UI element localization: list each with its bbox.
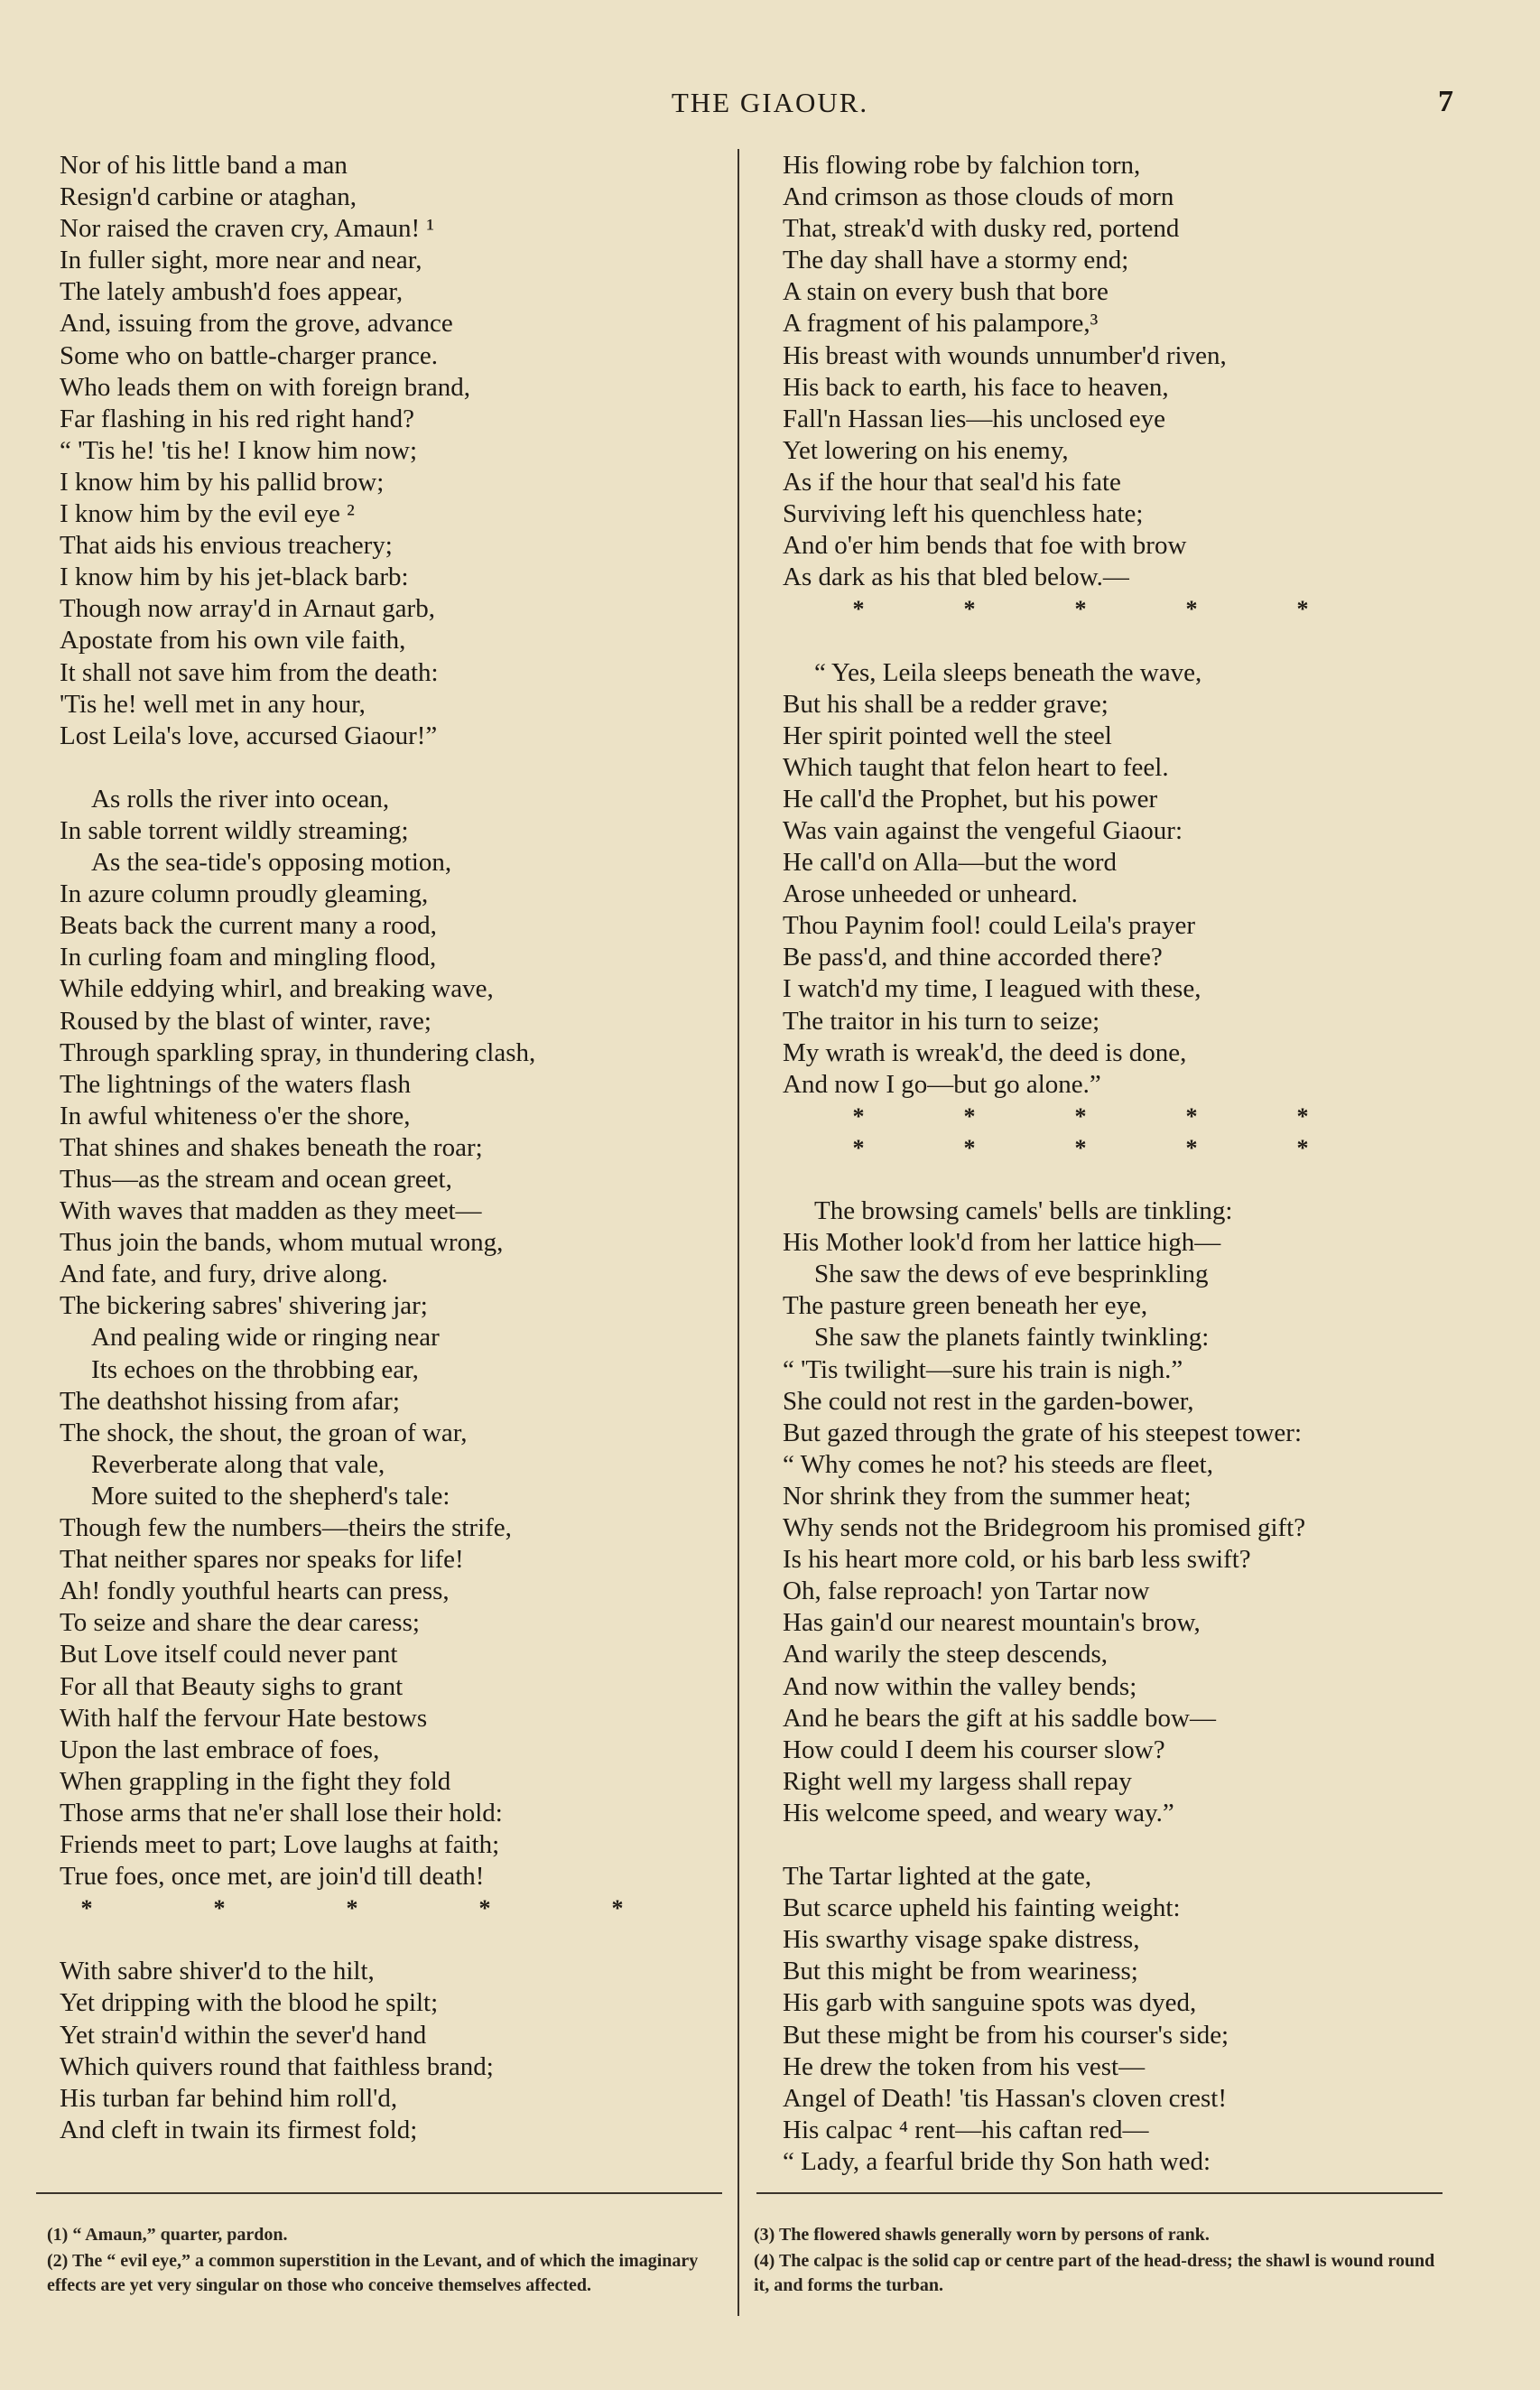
verse-line: The lightnings of the waters flash [60,1069,411,1099]
asterism-star: * [80,1895,93,1922]
verse-line: Oh, false reproach! yon Tartar now [783,1576,1150,1606]
asterism-star: * [1074,1102,1087,1130]
verse-line: Though now array'd in Arnaut garb, [60,594,435,624]
verse-line: “ Why comes he not? his steeds are fleet, [783,1449,1213,1479]
verse-line: Arose unheeded or unheard. [783,879,1078,909]
verse-line: She saw the planets faintly twinkling: [814,1323,1210,1353]
footnote-rule-left [36,2192,722,2194]
verse-line: Angel of Death! 'tis Hassan's cloven crest! [783,2083,1228,2113]
verse-line: But his shall be a redder grave; [783,689,1109,719]
verse-line: His calpac ⁴ rent—his caftan red— [783,2115,1149,2144]
footnote: (2) The “ evil eye,” a common superstition in the Levant, and of which the imaginary effects are yet very singular on those who conceive themselves affected. [47,2251,699,2295]
verse-line: Roused by the blast of winter, rave; [60,1006,431,1036]
verse-line: I know him by the evil eye ² [60,499,355,529]
asterism-star: * [1185,1134,1198,1161]
verse-line: How could I deem his courser slow? [783,1734,1165,1764]
verse-line: The deathshot hissing from afar; [60,1386,400,1416]
verse-line: His flowing robe by falchion torn, [783,151,1141,180]
asterism-star: * [1074,596,1087,623]
verse-line: But this might be from weariness; [783,1957,1138,1986]
verse-line: The traitor in his turn to seize; [783,1006,1100,1036]
verse-line: For all that Beauty sighs to grant [60,1671,404,1701]
verse-line: But these might be from his courser's side; [783,2020,1229,2050]
footnote: (3) The flowered shawls generally worn by persons of rank. [754,2225,1210,2245]
verse-line: Though few the numbers—theirs the strife, [60,1513,512,1543]
verse-line: And now I go—but go alone.” [783,1069,1101,1099]
verse-line: The Tartar lighted at the gate, [783,1862,1092,1892]
verse-line: I know him by his pallid brow; [60,467,385,497]
verse-line: Which taught that felon heart to feel. [783,752,1169,782]
verse-line: That neither spares nor speaks for life! [60,1545,464,1575]
asterism-star: * [1296,596,1309,623]
verse-line: That shines and shakes beneath the roar; [60,1132,483,1162]
verse-line: Nor shrink they from the summer heat; [783,1481,1192,1511]
verse-line: The lately ambush'd foes appear, [60,277,404,307]
verse-line: His welcome speed, and weary way.” [783,1798,1174,1827]
verse-line: It shall not save him from the death: [60,657,439,687]
verse-line: And now within the valley bends; [783,1671,1137,1701]
asterism-divider [848,1132,1313,1164]
asterism-star: * [1296,1102,1309,1130]
verse-line: She could not rest in the garden-bower, [783,1386,1194,1416]
verse-line: “ Lady, a fearful bride thy Son hath wed: [783,2146,1211,2176]
verse-line: Ah! fondly youthful hearts can press, [60,1576,450,1606]
verse-line: “ 'Tis twilight—sure his train is nigh.” [783,1354,1183,1384]
verse-line: He drew the token from his vest— [783,2051,1146,2081]
verse-line: With waves that madden as they meet— [60,1196,482,1226]
asterism-star: * [1185,1102,1198,1130]
verse-line: His back to earth, his face to heaven, [783,372,1169,402]
asterism-star: * [1296,1134,1309,1161]
verse-line: Be pass'd, and thine accorded there? [783,943,1163,972]
asterism-divider [76,1892,628,1924]
asterism-star: * [1185,596,1198,623]
verse-line: But Love itself could never pant [60,1640,398,1669]
verse-line: Right well my largess shall repay [783,1766,1132,1796]
verse-line: Upon the last embrace of foes, [60,1734,380,1764]
verse-line: Apostate from his own vile faith, [60,626,406,656]
asterism-star: * [1074,1134,1087,1161]
verse-line: Some who on battle-charger prance. [60,340,438,370]
verse-line: And cleft in twain its firmest fold; [60,2115,418,2144]
verse-line: When grappling in the fight they fold [60,1766,451,1796]
asterism-star: * [346,1895,358,1922]
verse-line: The shock, the shout, the groan of war, [60,1418,468,1447]
stanza-break [60,752,728,784]
right-column-poem [783,150,1505,2178]
verse-line: 'Tis he! well met in any hour, [60,689,366,719]
verse-line: His swarthy visage spake distress, [783,1925,1140,1955]
verse-line: A fragment of his palampore,³ [783,309,1099,339]
verse-line: A stain on every bush that bore [783,277,1109,307]
verse-line: The browsing camels' bells are tinkling: [814,1196,1233,1226]
asterism-star: * [963,1102,976,1130]
footnote-rule-right [756,2192,1443,2194]
verse-line: With sabre shiver'd to the hilt, [60,1957,375,1986]
column-divider [738,149,739,2316]
asterism-star: * [852,1134,865,1161]
stanza-break [783,1164,1505,1195]
verse-line: While eddying whirl, and breaking wave, [60,974,494,1004]
verse-line: His turban far behind him roll'd, [60,2083,398,2113]
verse-line: And pealing wide or ringing near [91,1323,440,1353]
verse-line: His garb with sanguine spots was dyed, [783,1988,1197,2018]
verse-line: Was vain against the vengeful Giaour: [783,815,1183,845]
verse-line: Those arms that ne'er shall lose their hold: [60,1798,503,1827]
verse-line: Through sparkling spray, in thundering clash, [60,1037,536,1067]
verse-line: He call'd the Prophet, but his power [783,784,1158,814]
stanza-break [783,625,1505,656]
footnote: (1) “ Amaun,” quarter, pardon. [47,2225,288,2245]
footnotes-left [47,2223,726,2300]
verse-line: My wrath is wreak'd, the deed is done, [783,1037,1187,1067]
verse-line: Nor raised the craven cry, Amaun! ¹ [60,214,435,244]
verse-line: And crimson as those clouds of morn [783,182,1174,212]
verse-line: With half the fervour Hate bestows [60,1703,428,1733]
verse-line: That, streak'd with dusky red, portend [783,214,1180,244]
stanza-break [783,1829,1505,1861]
verse-line: Lost Leila's love, accursed Giaour!” [60,721,438,750]
verse-line: To seize and share the dear caress; [60,1608,420,1638]
verse-line: Thus join the bands, whom mutual wrong, [60,1228,504,1258]
verse-line: Friends meet to part; Love laughs at faith; [60,1829,500,1859]
verse-line: Reverberate along that vale, [91,1449,385,1479]
verse-line: As rolls the river into ocean, [91,784,390,814]
verse-line: That aids his envious treachery; [60,531,393,561]
verse-line: As if the hour that seal'd his fate [783,467,1121,497]
verse-line: As the sea-tide's opposing motion, [91,848,452,878]
verse-line: In azure column proudly gleaming, [60,879,429,909]
verse-line: And he bears the gift at his saddle bow— [783,1703,1217,1733]
verse-line: Yet lowering on his enemy, [783,435,1069,465]
asterism-star: * [963,1134,976,1161]
verse-line: And fate, and fury, drive along. [60,1260,388,1289]
verse-line: She saw the dews of eve besprinkling [814,1260,1209,1289]
asterism-star: * [478,1895,491,1922]
verse-line: I watch'd my time, I leagued with these, [783,974,1201,1004]
verse-line: Surviving left his quenchless hate; [783,499,1144,529]
verse-line: Its echoes on the throbbing ear, [91,1354,419,1384]
asterism-star: * [852,596,865,623]
footnotes-right [754,2223,1449,2300]
verse-line: Far flashing in his red right hand? [60,404,415,433]
verse-line: And o'er him bends that foe with brow [783,531,1187,561]
left-column-poem [60,150,728,2146]
verse-line: And warily the steep descends, [783,1640,1108,1669]
verse-line: The bickering sabres' shivering jar; [60,1291,428,1321]
verse-line: His Mother look'd from her lattice high— [783,1228,1221,1258]
stanza-break [60,1924,728,1956]
verse-line: Which quivers round that faithless brand; [60,2051,494,2081]
asterism-divider [848,593,1313,625]
verse-line: True foes, once met, are join'd till death! [60,1862,485,1892]
verse-line: “ Yes, Leila sleeps beneath the wave, [814,657,1202,687]
verse-line: His breast with wounds unnumber'd riven, [783,340,1227,370]
asterism-star: * [213,1895,226,1922]
verse-line: He call'd on Alla—but the word [783,848,1118,878]
verse-line: In awful whiteness o'er the shore, [60,1101,411,1130]
verse-line: In curling foam and mingling flood, [60,943,437,972]
verse-line: But gazed through the grate of his steepest tower: [783,1418,1303,1447]
verse-line: The pasture green beneath her eye, [783,1291,1148,1321]
verse-line: But scarce upheld his fainting weight: [783,1893,1181,1923]
verse-line: Why sends not the Bridegroom his promised gift? [783,1513,1306,1543]
verse-line: “ 'Tis he! 'tis he! I know him now; [60,435,418,465]
verse-line: Who leads them on with foreign brand, [60,372,471,402]
verse-line: Fall'n Hassan lies—his unclosed eye [783,404,1166,433]
verse-line: Resign'd carbine or ataghan, [60,182,357,212]
verse-line: Is his heart more cold, or his barb less swift? [783,1545,1251,1575]
verse-line: Has gain'd our nearest mountain's brow, [783,1608,1201,1638]
asterism-star: * [852,1102,865,1130]
verse-line: I know him by his jet-black barb: [60,563,409,592]
asterism-divider [848,1101,1313,1132]
verse-line: And, issuing from the grove, advance [60,309,453,339]
verse-line: Thou Paynim fool! could Leila's prayer [783,911,1196,941]
verse-line: Beats back the current many a rood, [60,911,437,941]
verse-line: Nor of his little band a man [60,151,348,180]
verse-line: Thus—as the stream and ocean greet, [60,1165,452,1194]
verse-line: As dark as his that bled below.— [783,563,1129,592]
verse-line: In fuller sight, more near and near, [60,246,422,275]
asterism-star: * [611,1895,624,1922]
verse-line: Yet strain'd within the sever'd hand [60,2020,427,2050]
verse-line: More suited to the shepherd's tale: [91,1481,450,1511]
verse-line: The day shall have a stormy end; [783,246,1129,275]
footnote: (4) The calpac is the solid cap or centre part of the head-dress; the shawl is wound round it, and forms the turban. [754,2251,1435,2295]
running-title: THE GIAOUR. [671,87,869,118]
page-number: 7 [1438,85,1453,118]
verse-line: Yet dripping with the blood he spilt; [60,1988,439,2018]
asterism-star: * [963,596,976,623]
verse-line: In sable torrent wildly streaming; [60,815,409,845]
verse-line: Her spirit pointed well the steel [783,721,1112,750]
